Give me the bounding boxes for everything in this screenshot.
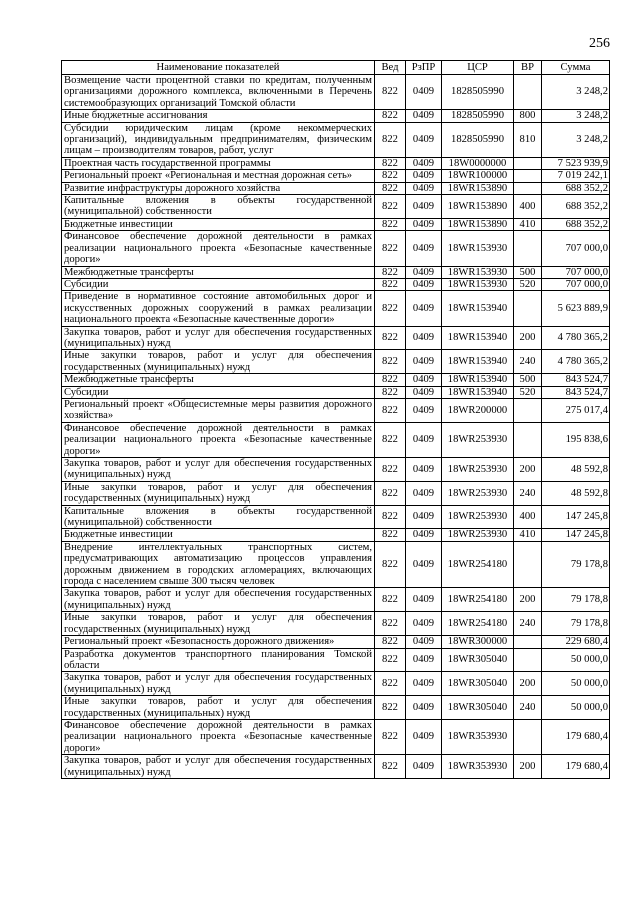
cell-rzpr: 0409 — [406, 350, 442, 374]
cell-rzpr: 0409 — [406, 541, 442, 588]
cell-csr: 18WR153940 — [442, 326, 514, 350]
cell-csr: 18WR305040 — [442, 672, 514, 696]
cell-name: Финансовое обеспечение дорожной деятельности в рамках реализации национального проекта «Безопасные качественные дороги» — [62, 422, 375, 457]
cell-csr: 18WR153930 — [442, 231, 514, 266]
budget-table — [61, 60, 610, 779]
cell-rzpr: 0409 — [406, 481, 442, 505]
cell-ved: 822 — [375, 75, 406, 110]
table-row — [62, 422, 610, 457]
cell-csr: 18WR153890 — [442, 218, 514, 230]
cell-rzpr: 0409 — [406, 291, 442, 326]
cell-ved: 822 — [375, 291, 406, 326]
cell-csr: 18WR153940 — [442, 386, 514, 398]
cell-vr — [514, 398, 542, 422]
cell-csr: 18WR100000 — [442, 170, 514, 182]
table-row — [62, 481, 610, 505]
cell-name: Возмещение части процентной ставки по кредитам, полученным организациями дорожного комплекса, включенными в Перечень системообразующих организаций Томской области — [62, 75, 375, 110]
cell-rzpr: 0409 — [406, 636, 442, 648]
cell-vr: 500 — [514, 266, 542, 278]
cell-rzpr: 0409 — [406, 170, 442, 182]
cell-csr: 18WR200000 — [442, 398, 514, 422]
cell-name: Региональный проект «Региональная и местная дорожная сеть» — [62, 170, 375, 182]
cell-name: Капитальные вложения в объекты государственной (муниципальной) собственности — [62, 505, 375, 529]
cell-sum: 7 019 242,1 — [542, 170, 610, 182]
cell-sum: 5 623 889,9 — [542, 291, 610, 326]
table-row — [62, 529, 610, 541]
header-sum: Сумма — [542, 61, 610, 75]
cell-vr — [514, 636, 542, 648]
cell-name: Разработка документов транспортного планирования Томской области — [62, 648, 375, 672]
cell-sum: 3 248,2 — [542, 75, 610, 110]
cell-sum: 195 838,6 — [542, 422, 610, 457]
cell-sum: 147 245,8 — [542, 529, 610, 541]
cell-name: Иные закупки товаров, работ и услуг для обеспечения государственных (муниципальных) нужд — [62, 481, 375, 505]
cell-csr: 18WR153930 — [442, 266, 514, 278]
cell-vr: 240 — [514, 350, 542, 374]
cell-vr: 400 — [514, 505, 542, 529]
cell-name: Субсидии юридическим лицам (кроме некоммерческих организаций), индивидуальным предпринимателям, физическим лицам – производителям товаров, работ, услуг — [62, 122, 375, 157]
header-csr: ЦСР — [442, 61, 514, 75]
cell-ved: 822 — [375, 612, 406, 636]
cell-name: Закупка товаров, работ и услуг для обеспечения государственных (муниципальных) нужд — [62, 458, 375, 482]
cell-csr: 18W0000000 — [442, 157, 514, 169]
cell-csr: 18WR254180 — [442, 541, 514, 588]
cell-vr — [514, 231, 542, 266]
table-row — [62, 505, 610, 529]
table-row — [62, 122, 610, 157]
cell-ved: 822 — [375, 374, 406, 386]
cell-sum: 50 000,0 — [542, 648, 610, 672]
cell-name: Региональный проект «Безопасность дорожного движения» — [62, 636, 375, 648]
cell-rzpr: 0409 — [406, 195, 442, 219]
table-row — [62, 755, 610, 779]
cell-name: Иные закупки товаров, работ и услуг для обеспечения государственных (муниципальных) нужд — [62, 350, 375, 374]
cell-name: Бюджетные инвестиции — [62, 529, 375, 541]
table-row — [62, 291, 610, 326]
cell-csr: 18WR353930 — [442, 719, 514, 754]
cell-sum: 50 000,0 — [542, 696, 610, 720]
table-row — [62, 458, 610, 482]
table-row — [62, 386, 610, 398]
cell-rzpr: 0409 — [406, 648, 442, 672]
cell-vr: 240 — [514, 612, 542, 636]
cell-rzpr: 0409 — [406, 231, 442, 266]
cell-sum: 179 680,4 — [542, 719, 610, 754]
table-row — [62, 110, 610, 122]
cell-rzpr: 0409 — [406, 672, 442, 696]
cell-vr: 410 — [514, 218, 542, 230]
cell-ved: 822 — [375, 719, 406, 754]
cell-name: Капитальные вложения в объекты государственной (муниципальной) собственности — [62, 195, 375, 219]
cell-sum: 707 000,0 — [542, 278, 610, 290]
cell-vr — [514, 182, 542, 194]
cell-name: Закупка товаров, работ и услуг для обеспечения государственных (муниципальных) нужд — [62, 755, 375, 779]
cell-csr: 1828505990 — [442, 75, 514, 110]
cell-name: Финансовое обеспечение дорожной деятельности в рамках реализации национального проекта «Безопасные качественные дороги» — [62, 231, 375, 266]
cell-vr: 200 — [514, 588, 542, 612]
cell-rzpr: 0409 — [406, 326, 442, 350]
cell-ved: 822 — [375, 755, 406, 779]
cell-name: Иные закупки товаров, работ и услуг для обеспечения государственных (муниципальных) нужд — [62, 612, 375, 636]
cell-rzpr: 0409 — [406, 157, 442, 169]
cell-vr: 200 — [514, 458, 542, 482]
cell-sum: 275 017,4 — [542, 398, 610, 422]
table-row — [62, 195, 610, 219]
cell-rzpr: 0409 — [406, 529, 442, 541]
cell-vr — [514, 422, 542, 457]
cell-ved: 822 — [375, 182, 406, 194]
table-row — [62, 218, 610, 230]
cell-ved: 822 — [375, 505, 406, 529]
cell-csr: 18WR153940 — [442, 291, 514, 326]
cell-name: Приведение в нормативное состояние автомобильных дорог и искусственных дорожных сооружений в рамках реализации национального проекта «Безопасные качественные дороги» — [62, 291, 375, 326]
cell-sum: 79 178,8 — [542, 612, 610, 636]
cell-csr: 18WR153940 — [442, 374, 514, 386]
cell-sum: 79 178,8 — [542, 541, 610, 588]
cell-ved: 822 — [375, 157, 406, 169]
cell-vr: 200 — [514, 755, 542, 779]
header-row — [62, 61, 610, 75]
cell-csr: 18WR353930 — [442, 755, 514, 779]
cell-vr: 240 — [514, 696, 542, 720]
table-row — [62, 636, 610, 648]
cell-ved: 822 — [375, 458, 406, 482]
cell-ved: 822 — [375, 266, 406, 278]
cell-vr — [514, 719, 542, 754]
cell-name: Закупка товаров, работ и услуг для обеспечения государственных (муниципальных) нужд — [62, 588, 375, 612]
cell-csr: 18WR153930 — [442, 278, 514, 290]
table-row — [62, 719, 610, 754]
cell-ved: 822 — [375, 326, 406, 350]
table-row — [62, 231, 610, 266]
cell-name: Межбюджетные трансферты — [62, 266, 375, 278]
cell-ved: 822 — [375, 636, 406, 648]
cell-sum: 50 000,0 — [542, 672, 610, 696]
cell-ved: 822 — [375, 110, 406, 122]
cell-sum: 48 592,8 — [542, 458, 610, 482]
cell-csr: 18WR253930 — [442, 529, 514, 541]
cell-rzpr: 0409 — [406, 505, 442, 529]
cell-ved: 822 — [375, 696, 406, 720]
cell-ved: 822 — [375, 278, 406, 290]
cell-name: Субсидии — [62, 278, 375, 290]
cell-vr: 520 — [514, 278, 542, 290]
cell-ved: 822 — [375, 672, 406, 696]
cell-vr: 200 — [514, 672, 542, 696]
cell-name: Закупка товаров, работ и услуг для обеспечения государственных (муниципальных) нужд — [62, 326, 375, 350]
cell-rzpr: 0409 — [406, 266, 442, 278]
cell-csr: 18WR253930 — [442, 481, 514, 505]
cell-vr — [514, 648, 542, 672]
cell-name: Проектная часть государственной программы — [62, 157, 375, 169]
header-vr: ВР — [514, 61, 542, 75]
cell-rzpr: 0409 — [406, 755, 442, 779]
cell-ved: 822 — [375, 122, 406, 157]
cell-rzpr: 0409 — [406, 122, 442, 157]
cell-csr: 18WR153890 — [442, 195, 514, 219]
cell-name: Региональный проект «Общесистемные меры развития дорожного хозяйства» — [62, 398, 375, 422]
cell-name: Внедрение интеллектуальных транспортных систем, предусматривающих автоматизацию процессов управления дорожным движением в городских агломерациях, включающих города с населением свыше 300 тысяч человек — [62, 541, 375, 588]
table-row — [62, 266, 610, 278]
table-row — [62, 588, 610, 612]
cell-vr: 410 — [514, 529, 542, 541]
cell-ved: 822 — [375, 170, 406, 182]
header-name: Наименование показателей — [62, 61, 375, 75]
cell-csr: 18WR305040 — [442, 696, 514, 720]
page-number: 256 — [589, 36, 610, 51]
cell-rzpr: 0409 — [406, 386, 442, 398]
cell-sum: 179 680,4 — [542, 755, 610, 779]
cell-sum: 707 000,0 — [542, 266, 610, 278]
cell-csr: 18WR254180 — [442, 588, 514, 612]
cell-rzpr: 0409 — [406, 719, 442, 754]
cell-rzpr: 0409 — [406, 182, 442, 194]
cell-ved: 822 — [375, 588, 406, 612]
cell-ved: 822 — [375, 218, 406, 230]
cell-sum: 4 780 365,2 — [542, 326, 610, 350]
cell-vr: 500 — [514, 374, 542, 386]
cell-vr: 400 — [514, 195, 542, 219]
cell-sum: 688 352,2 — [542, 195, 610, 219]
cell-ved: 822 — [375, 386, 406, 398]
cell-csr: 18WR253930 — [442, 458, 514, 482]
table-row — [62, 696, 610, 720]
cell-csr: 18WR300000 — [442, 636, 514, 648]
cell-rzpr: 0409 — [406, 696, 442, 720]
cell-ved: 822 — [375, 541, 406, 588]
cell-csr: 18WR153940 — [442, 350, 514, 374]
cell-rzpr: 0409 — [406, 398, 442, 422]
table-row — [62, 374, 610, 386]
cell-csr: 18WR153890 — [442, 182, 514, 194]
cell-rzpr: 0409 — [406, 612, 442, 636]
cell-vr: 810 — [514, 122, 542, 157]
cell-rzpr: 0409 — [406, 75, 442, 110]
cell-ved: 822 — [375, 398, 406, 422]
cell-sum: 688 352,2 — [542, 218, 610, 230]
cell-sum: 79 178,8 — [542, 588, 610, 612]
table-row — [62, 672, 610, 696]
cell-sum: 843 524,7 — [542, 386, 610, 398]
cell-vr: 800 — [514, 110, 542, 122]
cell-vr — [514, 541, 542, 588]
cell-sum: 707 000,0 — [542, 231, 610, 266]
cell-ved: 822 — [375, 648, 406, 672]
cell-vr: 200 — [514, 326, 542, 350]
table-row — [62, 326, 610, 350]
cell-name: Иные закупки товаров, работ и услуг для обеспечения государственных (муниципальных) нужд — [62, 696, 375, 720]
cell-rzpr: 0409 — [406, 374, 442, 386]
table-row — [62, 170, 610, 182]
cell-rzpr: 0409 — [406, 278, 442, 290]
cell-name: Иные бюджетные ассигнования — [62, 110, 375, 122]
cell-name: Финансовое обеспечение дорожной деятельности в рамках реализации национального проекта «Безопасные качественные дороги» — [62, 719, 375, 754]
cell-sum: 229 680,4 — [542, 636, 610, 648]
cell-sum: 147 245,8 — [542, 505, 610, 529]
cell-sum: 3 248,2 — [542, 122, 610, 157]
table-row — [62, 541, 610, 588]
cell-rzpr: 0409 — [406, 218, 442, 230]
cell-sum: 4 780 365,2 — [542, 350, 610, 374]
cell-ved: 822 — [375, 231, 406, 266]
cell-rzpr: 0409 — [406, 110, 442, 122]
cell-vr — [514, 75, 542, 110]
cell-name: Межбюджетные трансферты — [62, 374, 375, 386]
cell-csr: 1828505990 — [442, 110, 514, 122]
cell-ved: 822 — [375, 422, 406, 457]
cell-csr: 18WR254180 — [442, 612, 514, 636]
table-row — [62, 398, 610, 422]
cell-rzpr: 0409 — [406, 422, 442, 457]
cell-name: Субсидии — [62, 386, 375, 398]
header-rzpr: РзПР — [406, 61, 442, 75]
table-row — [62, 75, 610, 110]
cell-ved: 822 — [375, 529, 406, 541]
cell-vr — [514, 291, 542, 326]
cell-sum: 48 592,8 — [542, 481, 610, 505]
cell-csr: 18WR253930 — [442, 422, 514, 457]
cell-vr: 520 — [514, 386, 542, 398]
cell-ved: 822 — [375, 481, 406, 505]
table-row — [62, 182, 610, 194]
cell-rzpr: 0409 — [406, 588, 442, 612]
cell-csr: 1828505990 — [442, 122, 514, 157]
table-body — [62, 75, 610, 779]
cell-sum: 843 524,7 — [542, 374, 610, 386]
table-row — [62, 648, 610, 672]
cell-ved: 822 — [375, 350, 406, 374]
table-row — [62, 157, 610, 169]
table-row — [62, 278, 610, 290]
cell-vr — [514, 170, 542, 182]
cell-vr: 240 — [514, 481, 542, 505]
cell-vr — [514, 157, 542, 169]
cell-name: Развитие инфраструктуры дорожного хозяйства — [62, 182, 375, 194]
cell-csr: 18WR253930 — [442, 505, 514, 529]
cell-sum: 7 523 939,9 — [542, 157, 610, 169]
cell-sum: 3 248,2 — [542, 110, 610, 122]
cell-csr: 18WR305040 — [442, 648, 514, 672]
header-ved: Вед — [375, 61, 406, 75]
cell-ved: 822 — [375, 195, 406, 219]
table-row — [62, 350, 610, 374]
cell-name: Закупка товаров, работ и услуг для обеспечения государственных (муниципальных) нужд — [62, 672, 375, 696]
cell-rzpr: 0409 — [406, 458, 442, 482]
table-row — [62, 612, 610, 636]
cell-name: Бюджетные инвестиции — [62, 218, 375, 230]
cell-sum: 688 352,2 — [542, 182, 610, 194]
